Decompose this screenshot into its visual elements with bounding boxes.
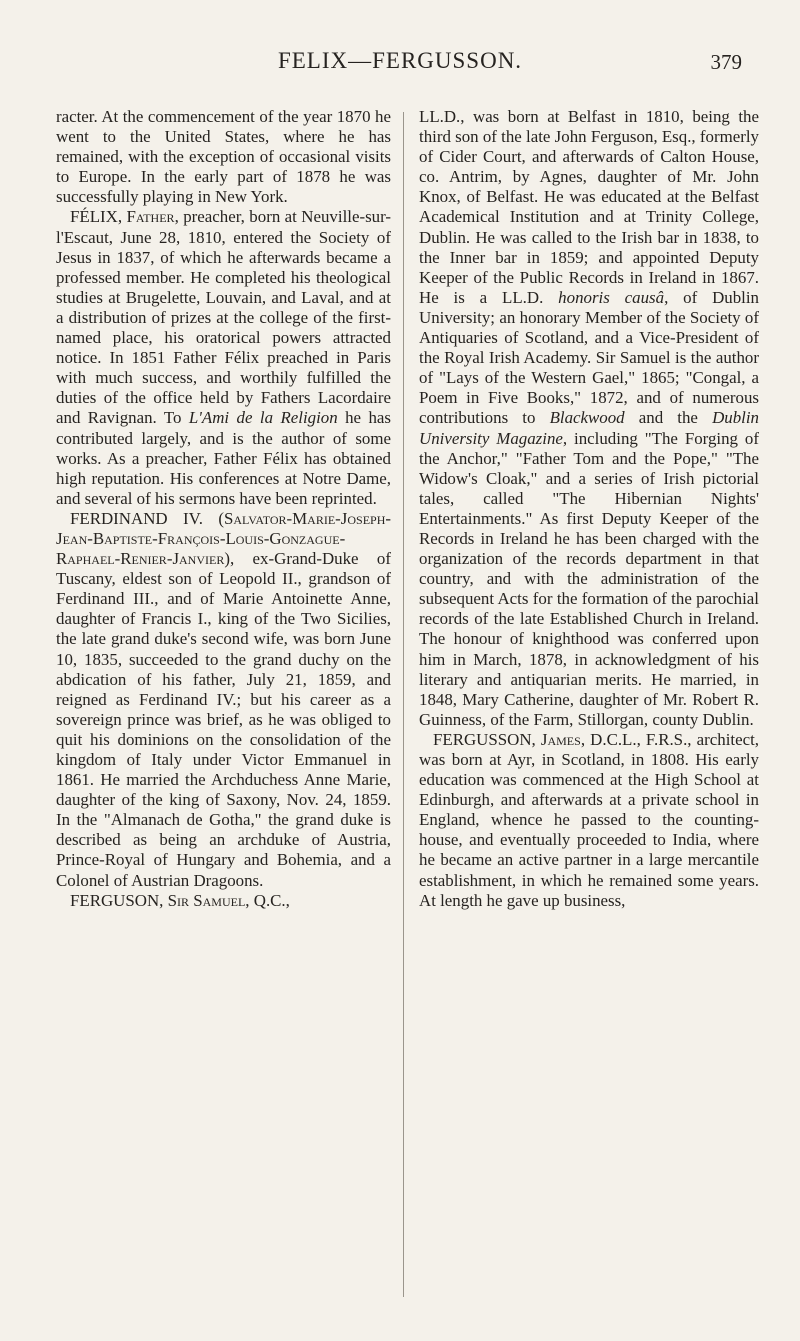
continued-paragraph: racter. At the commencement of the year 1870 he went to the United States, where he has remained, with the exception of occasional visits to Europe. In the early part of 1878 he was successfully playing in New York. — [56, 107, 391, 207]
column-divider — [403, 112, 404, 1297]
page-header — [0, 48, 800, 88]
entry-full-names: Salvator-Marie-Joseph-Jean-Baptiste-François-Louis-Gonzague-Raphael-Renier-Janvier — [56, 508, 391, 569]
entry-text: , of Dublin University; an honorary Member of the Society of Antiquaries of Scotland, and a Vice-President of the Royal Irish Academy. Sir Samuel is the author of "Lays of the Western Gael," 1865; "Congal, a Poem in Five Books," 1872, and of numerous contributions to — [419, 287, 759, 428]
entry-text: he has contributed largely, and is the author of some works. As a preacher, Father Félix has obtained high reputation. His conferences at Notre Dame, and several of his sermons have been reprinted. — [56, 408, 391, 508]
entry-felix — [56, 207, 391, 508]
entry-text: ), ex-Grand-Duke of Tuscany, eldest son of Leopold II., grandson of Ferdinand III., and of Marie Antoinette Anne, daughter of Francis I., king of the Two Sicilies, the late grand duke's second wife, was born June 10, 1835, succeeded to the grand duchy on the abdication of his father, July 21, 1859, and reigned as Ferdinand IV.; but his career as a sovereign prince was brief, as he was obliged to quit his dominions on the consolidation of the kingdom of Italy under Victor Emmanuel in 1861. He married the Archduchess Anne Marie, daughter of the king of Saxony, Nov. 24, 1859. In the "Almanach de Gotha," the grand duke is described as being an archduke of Austria, Prince-Royal of Hungary and Bohemia, and a Colonel of Austrian Dragoons. — [56, 549, 391, 890]
entry-title: Sir Samuel — [167, 890, 246, 910]
page-number: 379 — [710, 50, 742, 74]
entry-ferguson-start — [56, 891, 391, 911]
entry-headword: FERGUSON, — [70, 890, 168, 910]
entry-headword: FERDINAND IV. ( — [70, 508, 224, 528]
entry-ferguson-continued — [419, 107, 759, 730]
entry-text: , preacher, born at Neuville-sur-l'Escaut, June 28, 1810, entered the Society of Jesus in 1837, of which he afterwards became a professed member. He completed his theological studies at Brugelette, Louvain, and Laval, and at a distribution of prizes at the college of the first-named place, his oratorical powers attracted notice. In 1851 Father Félix preached in Paris with much success, and worthily fulfilled the duties of the office held by Fathers Lacordaire and Ravignan. To — [56, 207, 392, 428]
running-head: FELIX—FERGUSSON. — [277, 48, 523, 73]
entry-title: James — [540, 729, 581, 749]
right-column — [419, 107, 759, 911]
entry-headword: FÉLIX, — [70, 207, 127, 227]
entry-text: , including "The Forging of the Anchor," "Father Tom and the Pope," "The Widow's Cloak," and a series of Irish pictorial tales, called "The Hibernian Nights' Entertainments." As first Deputy Keeper of the Records in Ireland he has been charged with the organization of the records department in that country, and with the administration of the subsequent Acts for the formation of the parochial records of the late Established Church in Ireland. The honour of knighthood was conferred upon him in March, 1878, in acknowledgment of his literary and antiquarian merits. He married, in 1848, Mary Catherine, daughter of Mr. Robert R. Guinness, of the Farm, Stillorgan, county Dublin. — [419, 428, 759, 729]
entry-fergusson — [419, 730, 759, 911]
entry-title: Father — [126, 207, 175, 227]
left-column — [56, 107, 391, 911]
entry-text: and the — [624, 408, 713, 428]
entry-headword: FERGUSSON, — [433, 729, 541, 749]
entry-text: LL.D., was born at Belfast in 1810, being the third son of the late John Ferguson, Esq., formerly of Cider Court, and afterwards of Calton House, co. Antrim, by Agnes, daughter of Mr. John Knox, of Belfast. He was educated at the Belfast Academical Institution and at Trinity College, Dublin. He was called to the Irish bar in 1838, to the Inner bar in 1859; and appointed Deputy Keeper of the Public Records in Ireland in 1867. He is a LL.D. — [419, 107, 759, 307]
latin-phrase: honoris causâ — [558, 287, 665, 307]
work-title: L'Ami de la Religion — [188, 408, 338, 428]
entry-ferdinand — [56, 509, 391, 891]
entry-text: , D.C.L., F.R.S., architect, was born at Ayr, in Scotland, in 1808. His early education was commenced at the High School at Edinburgh, and afterwards at a private school in England, whence he passed to the counting-house, and eventually proceeded to India, where he became an active partner in a large mercantile establishment, in which he remained some years. At length he gave up business, — [419, 729, 759, 910]
entry-text: , Q.C., — [245, 890, 290, 910]
publication-title: Dublin University Magazine — [419, 408, 759, 448]
publication-title: Blackwood — [549, 408, 625, 428]
